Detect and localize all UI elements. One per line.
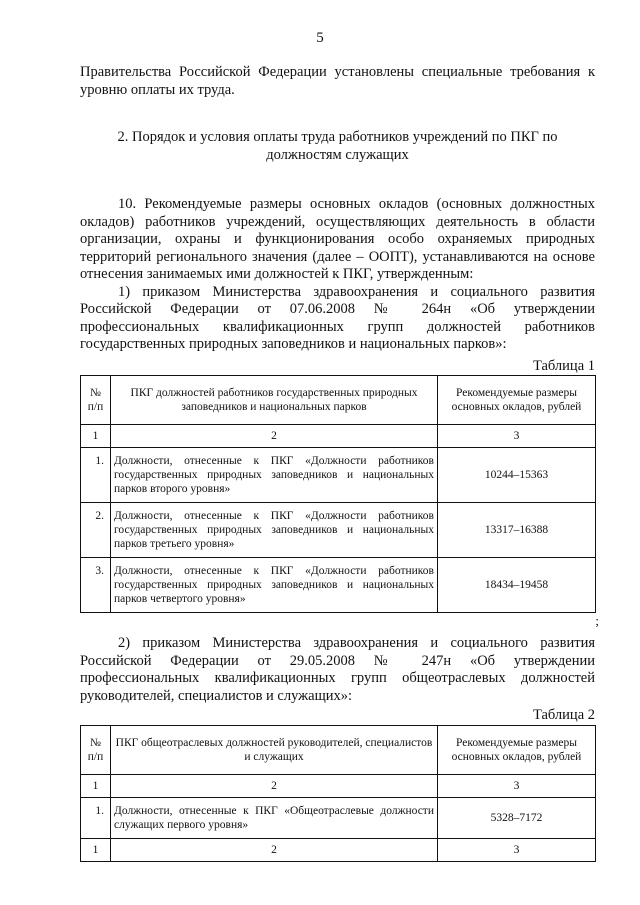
document-body xyxy=(80,64,599,862)
row-description: Должности, отнесенные к ПКГ «Должности работников государственных природных заповедников и национальных парков третьего уровня» xyxy=(111,503,438,558)
table2-index-row xyxy=(81,774,596,797)
table1-header-salary: Рекомендуемые размеры основных окладов, рублей xyxy=(438,376,596,425)
table2-header-salary: Рекомендуемые размеры основных окладов, рублей xyxy=(438,725,596,774)
table-cell: 1 xyxy=(81,774,111,797)
table1-caption: Таблица 1 xyxy=(532,357,595,374)
table2-header-row xyxy=(81,725,596,774)
table-cell: 2 xyxy=(111,838,438,861)
table-row xyxy=(81,503,596,558)
table1-header-num: № п/п xyxy=(81,376,111,425)
section-heading-line2: должностям служащих xyxy=(266,146,409,163)
section-heading-line1: 2. Порядок и условия оплаты труда работников учреждений по ПКГ по xyxy=(117,129,558,145)
table-cell: 3 xyxy=(438,838,596,861)
table2-header-pkg: ПКГ общеотраслевых должностей руководителей, специалистов и служащих xyxy=(111,725,438,774)
section-heading xyxy=(80,129,595,164)
table-cell: 1 xyxy=(81,838,111,861)
table2-final-index-row xyxy=(81,838,596,861)
table-cell: 3 xyxy=(438,425,596,448)
row-salary-range: 18434–19458 xyxy=(438,558,596,613)
row-salary-range: 5328–7172 xyxy=(438,797,596,838)
row-description: Должности, отнесенные к ПКГ «Общеотраслевые должности служащих первого уровня» xyxy=(111,797,438,838)
row-description: Должности, отнесенные к ПКГ «Должности работников государственных природных заповедников и национальных парков второго уровня» xyxy=(111,448,438,503)
row-number: 1. xyxy=(81,797,111,838)
row-description: Должности, отнесенные к ПКГ «Должности работников государственных природных заповедников и национальных парков четвертого уровня» xyxy=(111,558,438,613)
table2-caption: Таблица 2 xyxy=(532,707,595,723)
order-1-paragraph: 1) приказом Министерства здравоохранения и социального развития Российской Федерации от 07.06.2008 № 264н «Об утверждении профессиональных квалификационных групп должностей работников государственных природных заповедников и национальных парков»: xyxy=(80,283,595,352)
table-cell: 2 xyxy=(111,425,438,448)
row-number: 2. xyxy=(81,503,111,558)
table1-header-row xyxy=(81,376,596,425)
page-number: 5 xyxy=(316,30,324,46)
paragraph-10: 10. Рекомендуемые размеры основных окладов (основных должностных окладов) работников учреждений, осуществляющих деятельность в области организации, охраны и функционирования особо охраняемых природных территорий регионального значения (далее – ООПТ), устанавливаются на основе отнесения занимаемых ими должностей к ПКГ, утвержденным: xyxy=(80,196,595,282)
row-salary-range: 13317–16388 xyxy=(438,503,596,558)
table1-header-pkg: ПКГ должностей работников государственных природных заповедников и национальных парков xyxy=(111,376,438,425)
order-2-paragraph: 2) приказом Министерства здравоохранения и социального развития Российской Федерации от 29.05.2008 № 247н «Об утверждении профессиональных квалификационных групп общеотраслевых должностей руководителей, специалистов и служащих»: xyxy=(80,635,595,704)
row-number: 1. xyxy=(81,448,111,503)
table1-trailing-mark: ; xyxy=(595,613,599,628)
row-salary-range: 10244–15363 xyxy=(438,448,596,503)
table-cell: 1 xyxy=(81,425,111,448)
table1 xyxy=(80,375,596,613)
table-cell: 3 xyxy=(438,774,596,797)
table-row xyxy=(81,448,596,503)
intro-paragraph: Правительства Российской Федерации установлены специальные требования к уровню оплаты их труда. xyxy=(80,64,595,98)
table1-index-row xyxy=(81,425,596,448)
table-row xyxy=(81,558,596,613)
row-number: 3. xyxy=(81,558,111,613)
table2 xyxy=(80,725,596,862)
table-cell: 2 xyxy=(111,774,438,797)
table-row xyxy=(81,797,596,838)
table2-header-num: № п/п xyxy=(81,725,111,774)
